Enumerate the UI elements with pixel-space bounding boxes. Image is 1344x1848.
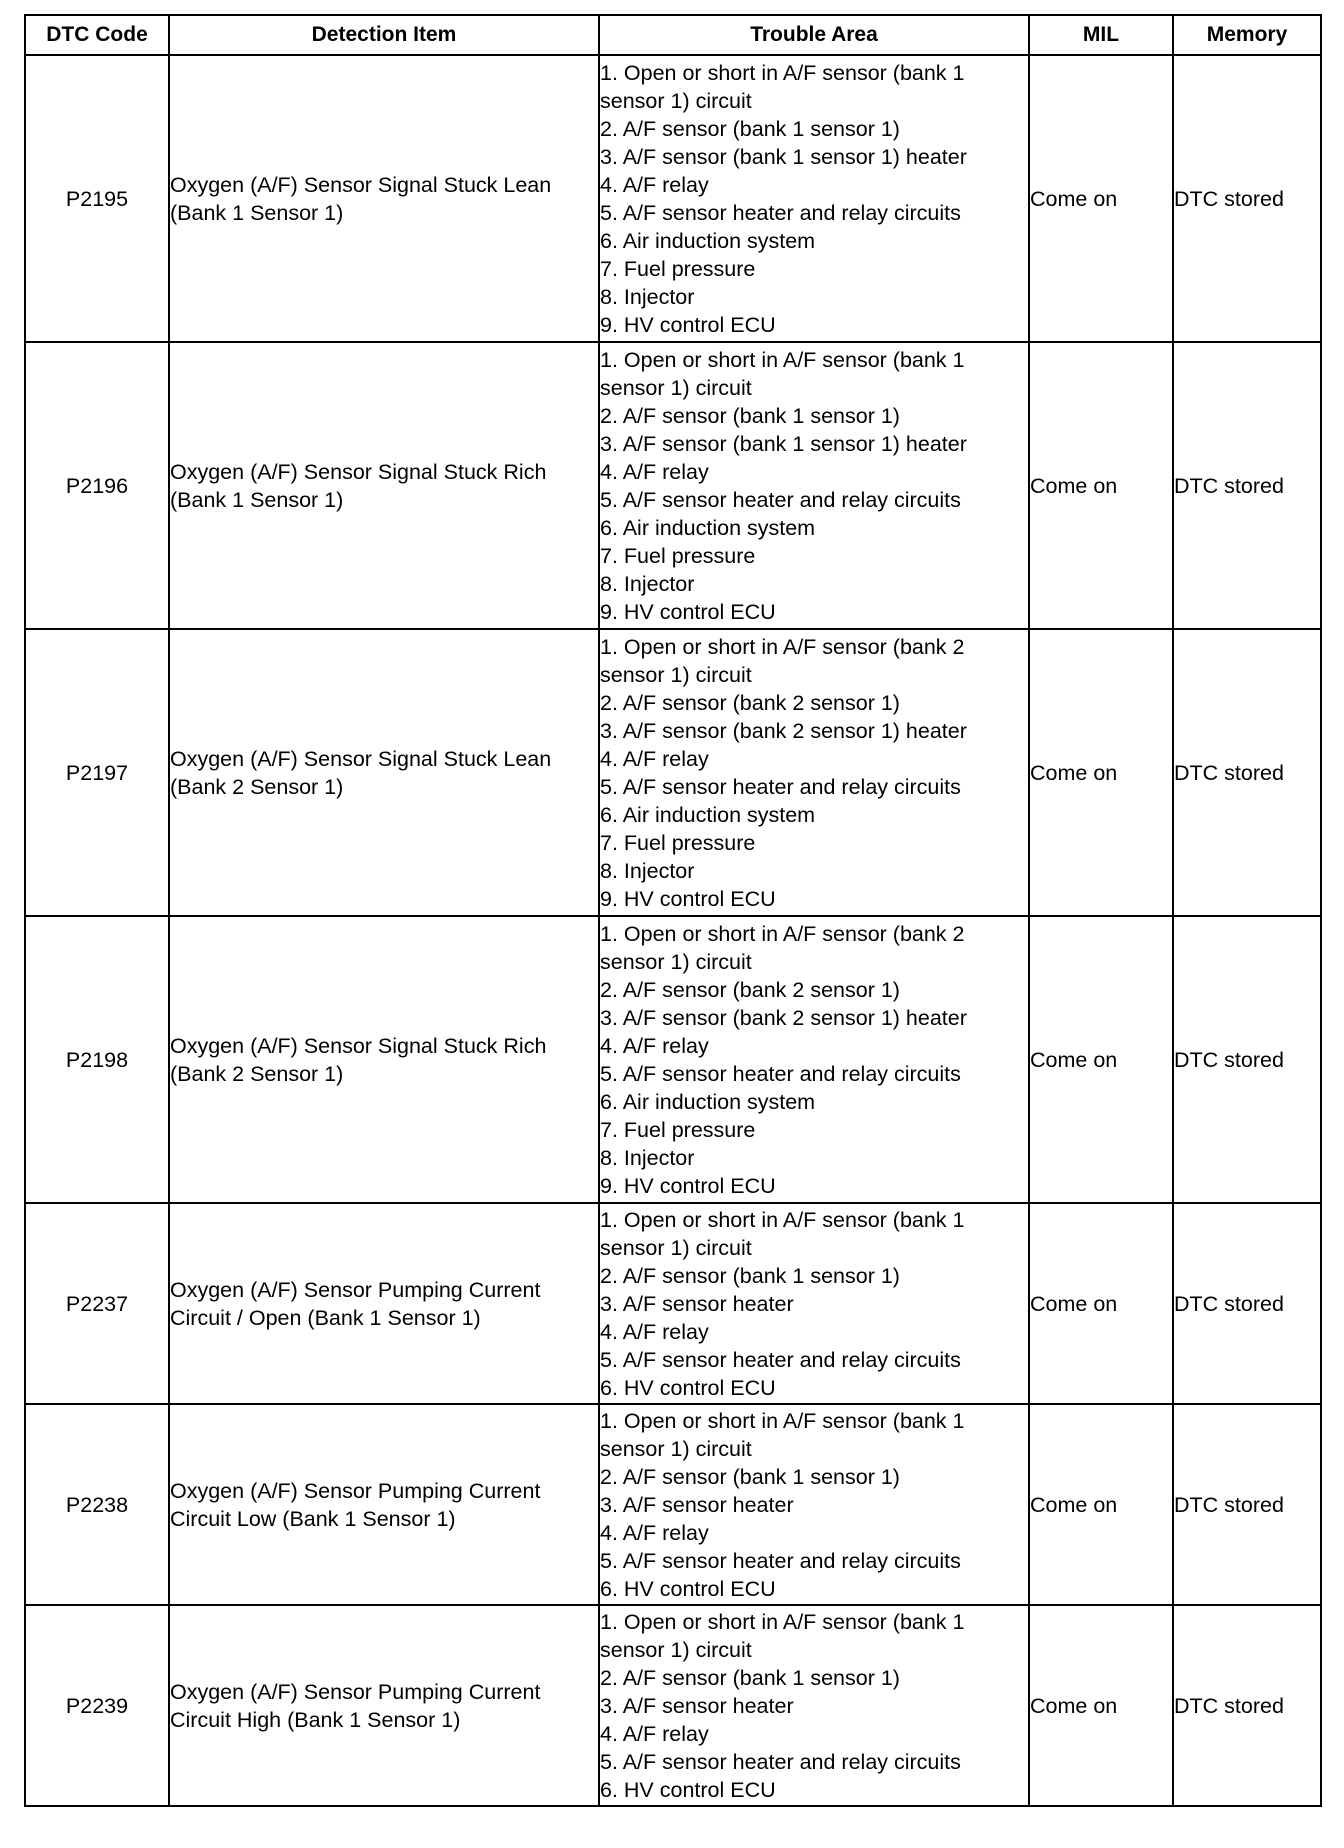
detection-item-cell [169, 1605, 599, 1806]
trouble-area-line: sensor 1) circuit [600, 1436, 752, 1461]
trouble-area-line: 2. A/F sensor (bank 2 sensor 1) [600, 977, 900, 1002]
trouble-area-line: 3. A/F sensor heater [600, 1291, 794, 1316]
trouble-area-line: 1. Open or short in A/F sensor (bank 1 [600, 60, 965, 85]
trouble-area-line: 1. Open or short in A/F sensor (bank 1 [600, 1609, 965, 1634]
trouble-area-line: 5. A/F sensor heater and relay circuits [600, 1749, 961, 1774]
mil-cell: Come on [1029, 55, 1173, 342]
trouble-area-line: 3. A/F sensor heater [600, 1693, 794, 1718]
trouble-area-cell [599, 342, 1029, 629]
detection-item-line: Oxygen (A/F) Sensor Pumping Current [170, 1679, 541, 1704]
trouble-area-line: sensor 1) circuit [600, 1637, 752, 1662]
header-mil: MIL [1029, 15, 1173, 55]
trouble-area-line: 9. HV control ECU [600, 1173, 776, 1198]
detection-item-line: (Bank 2 Sensor 1) [170, 774, 344, 799]
trouble-area-line: 6. Air induction system [600, 515, 816, 540]
trouble-area-line: sensor 1) circuit [600, 949, 752, 974]
trouble-area-line: 2. A/F sensor (bank 1 sensor 1) [600, 116, 900, 141]
table-row [25, 916, 1321, 1203]
trouble-area-line: 3. A/F sensor (bank 1 sensor 1) heater [600, 431, 967, 456]
trouble-area-cell [599, 916, 1029, 1203]
header-dtc-code: DTC Code [25, 15, 169, 55]
trouble-area-line: sensor 1) circuit [600, 88, 752, 113]
trouble-area-line: 3. A/F sensor heater [600, 1492, 794, 1517]
trouble-area-line: sensor 1) circuit [600, 662, 752, 687]
mil-cell: Come on [1029, 1203, 1173, 1404]
trouble-area-line: 3. A/F sensor (bank 2 sensor 1) heater [600, 718, 967, 743]
detection-item-line: Circuit Low (Bank 1 Sensor 1) [170, 1506, 456, 1531]
detection-item-line: Oxygen (A/F) Sensor Signal Stuck Lean [170, 746, 552, 771]
trouble-area-line: 6. Air induction system [600, 802, 816, 827]
table-body [25, 55, 1321, 1806]
trouble-area-line: sensor 1) circuit [600, 1235, 752, 1260]
detection-item-cell [169, 1203, 599, 1404]
trouble-area-line: 5. A/F sensor heater and relay circuits [600, 487, 961, 512]
trouble-area-line: 1. Open or short in A/F sensor (bank 1 [600, 347, 965, 372]
trouble-area-line: 9. HV control ECU [600, 886, 776, 911]
memory-cell: DTC stored [1173, 1404, 1321, 1605]
mil-cell: Come on [1029, 1605, 1173, 1806]
trouble-area-line: 5. A/F sensor heater and relay circuits [600, 774, 961, 799]
header-row [25, 15, 1321, 55]
trouble-area-line: 8. Injector [600, 571, 695, 596]
trouble-area-line: 7. Fuel pressure [600, 1117, 756, 1142]
trouble-area-line: 8. Injector [600, 284, 695, 309]
trouble-area-line: 2. A/F sensor (bank 1 sensor 1) [600, 403, 900, 428]
trouble-area-line: 2. A/F sensor (bank 1 sensor 1) [600, 1464, 900, 1489]
mil-cell: Come on [1029, 916, 1173, 1203]
trouble-area-line: 1. Open or short in A/F sensor (bank 1 [600, 1207, 965, 1232]
trouble-area-line: 1. Open or short in A/F sensor (bank 1 [600, 1408, 965, 1433]
trouble-area-cell [599, 1605, 1029, 1806]
mil-cell: Come on [1029, 629, 1173, 916]
trouble-area-line: 4. A/F relay [600, 1721, 709, 1746]
trouble-area-line: 7. Fuel pressure [600, 256, 756, 281]
detection-item-line: (Bank 1 Sensor 1) [170, 487, 344, 512]
dtc-code-cell: P2195 [25, 55, 169, 342]
trouble-area-line: 9. HV control ECU [600, 599, 776, 624]
dtc-code-cell: P2239 [25, 1605, 169, 1806]
trouble-area-line: 4. A/F relay [600, 746, 709, 771]
table-row [25, 1404, 1321, 1605]
memory-cell: DTC stored [1173, 55, 1321, 342]
detection-item-line: Oxygen (A/F) Sensor Signal Stuck Lean [170, 172, 552, 197]
trouble-area-line: sensor 1) circuit [600, 375, 752, 400]
detection-item-cell [169, 55, 599, 342]
trouble-area-cell [599, 629, 1029, 916]
dtc-table [24, 14, 1322, 1807]
trouble-area-line: 1. Open or short in A/F sensor (bank 2 [600, 634, 965, 659]
trouble-area-line: 6. Air induction system [600, 1089, 816, 1114]
detection-item-line: (Bank 1 Sensor 1) [170, 200, 344, 225]
dtc-code-cell: P2237 [25, 1203, 169, 1404]
detection-item-cell [169, 916, 599, 1203]
trouble-area-line: 8. Injector [600, 1145, 695, 1170]
trouble-area-cell [599, 1404, 1029, 1605]
memory-cell: DTC stored [1173, 342, 1321, 629]
memory-cell: DTC stored [1173, 629, 1321, 916]
table-row [25, 342, 1321, 629]
detection-item-line: (Bank 2 Sensor 1) [170, 1061, 344, 1086]
trouble-area-line: 6. Air induction system [600, 228, 816, 253]
detection-item-cell [169, 629, 599, 916]
detection-item-cell [169, 342, 599, 629]
trouble-area-line: 6. HV control ECU [600, 1777, 776, 1802]
trouble-area-line: 5. A/F sensor heater and relay circuits [600, 1347, 961, 1372]
mil-cell: Come on [1029, 1404, 1173, 1605]
memory-cell: DTC stored [1173, 1203, 1321, 1404]
table-row [25, 629, 1321, 916]
trouble-area-line: 6. HV control ECU [600, 1576, 776, 1601]
trouble-area-line: 3. A/F sensor (bank 1 sensor 1) heater [600, 144, 967, 169]
trouble-area-line: 4. A/F relay [600, 459, 709, 484]
trouble-area-line: 7. Fuel pressure [600, 830, 756, 855]
trouble-area-line: 4. A/F relay [600, 1520, 709, 1545]
table-row [25, 1203, 1321, 1404]
trouble-area-line: 4. A/F relay [600, 172, 709, 197]
detection-item-line: Circuit / Open (Bank 1 Sensor 1) [170, 1305, 481, 1330]
trouble-area-line: 2. A/F sensor (bank 1 sensor 1) [600, 1263, 900, 1288]
trouble-area-cell [599, 55, 1029, 342]
dtc-code-cell: P2197 [25, 629, 169, 916]
dtc-code-cell: P2238 [25, 1404, 169, 1605]
table-row [25, 55, 1321, 342]
trouble-area-line: 4. A/F relay [600, 1319, 709, 1344]
detection-item-line: Oxygen (A/F) Sensor Pumping Current [170, 1277, 541, 1302]
header-detection-item: Detection Item [169, 15, 599, 55]
detection-item-line: Circuit High (Bank 1 Sensor 1) [170, 1707, 461, 1732]
mil-cell: Come on [1029, 342, 1173, 629]
detection-item-line: Oxygen (A/F) Sensor Signal Stuck Rich [170, 459, 547, 484]
header-memory: Memory [1173, 15, 1321, 55]
table-row [25, 1605, 1321, 1806]
dtc-code-cell: P2198 [25, 916, 169, 1203]
trouble-area-line: 2. A/F sensor (bank 1 sensor 1) [600, 1665, 900, 1690]
trouble-area-line: 5. A/F sensor heater and relay circuits [600, 200, 961, 225]
trouble-area-line: 8. Injector [600, 858, 695, 883]
detection-item-line: Oxygen (A/F) Sensor Pumping Current [170, 1478, 541, 1503]
dtc-code-cell: P2196 [25, 342, 169, 629]
header-trouble-area: Trouble Area [599, 15, 1029, 55]
trouble-area-line: 5. A/F sensor heater and relay circuits [600, 1548, 961, 1573]
trouble-area-line: 1. Open or short in A/F sensor (bank 2 [600, 921, 965, 946]
trouble-area-line: 2. A/F sensor (bank 2 sensor 1) [600, 690, 900, 715]
memory-cell: DTC stored [1173, 1605, 1321, 1806]
trouble-area-line: 5. A/F sensor heater and relay circuits [600, 1061, 961, 1086]
trouble-area-line: 7. Fuel pressure [600, 543, 756, 568]
memory-cell: DTC stored [1173, 916, 1321, 1203]
trouble-area-cell [599, 1203, 1029, 1404]
trouble-area-line: 9. HV control ECU [600, 312, 776, 337]
trouble-area-line: 4. A/F relay [600, 1033, 709, 1058]
trouble-area-line: 6. HV control ECU [600, 1375, 776, 1400]
detection-item-line: Oxygen (A/F) Sensor Signal Stuck Rich [170, 1033, 547, 1058]
trouble-area-line: 3. A/F sensor (bank 2 sensor 1) heater [600, 1005, 967, 1030]
detection-item-cell [169, 1404, 599, 1605]
